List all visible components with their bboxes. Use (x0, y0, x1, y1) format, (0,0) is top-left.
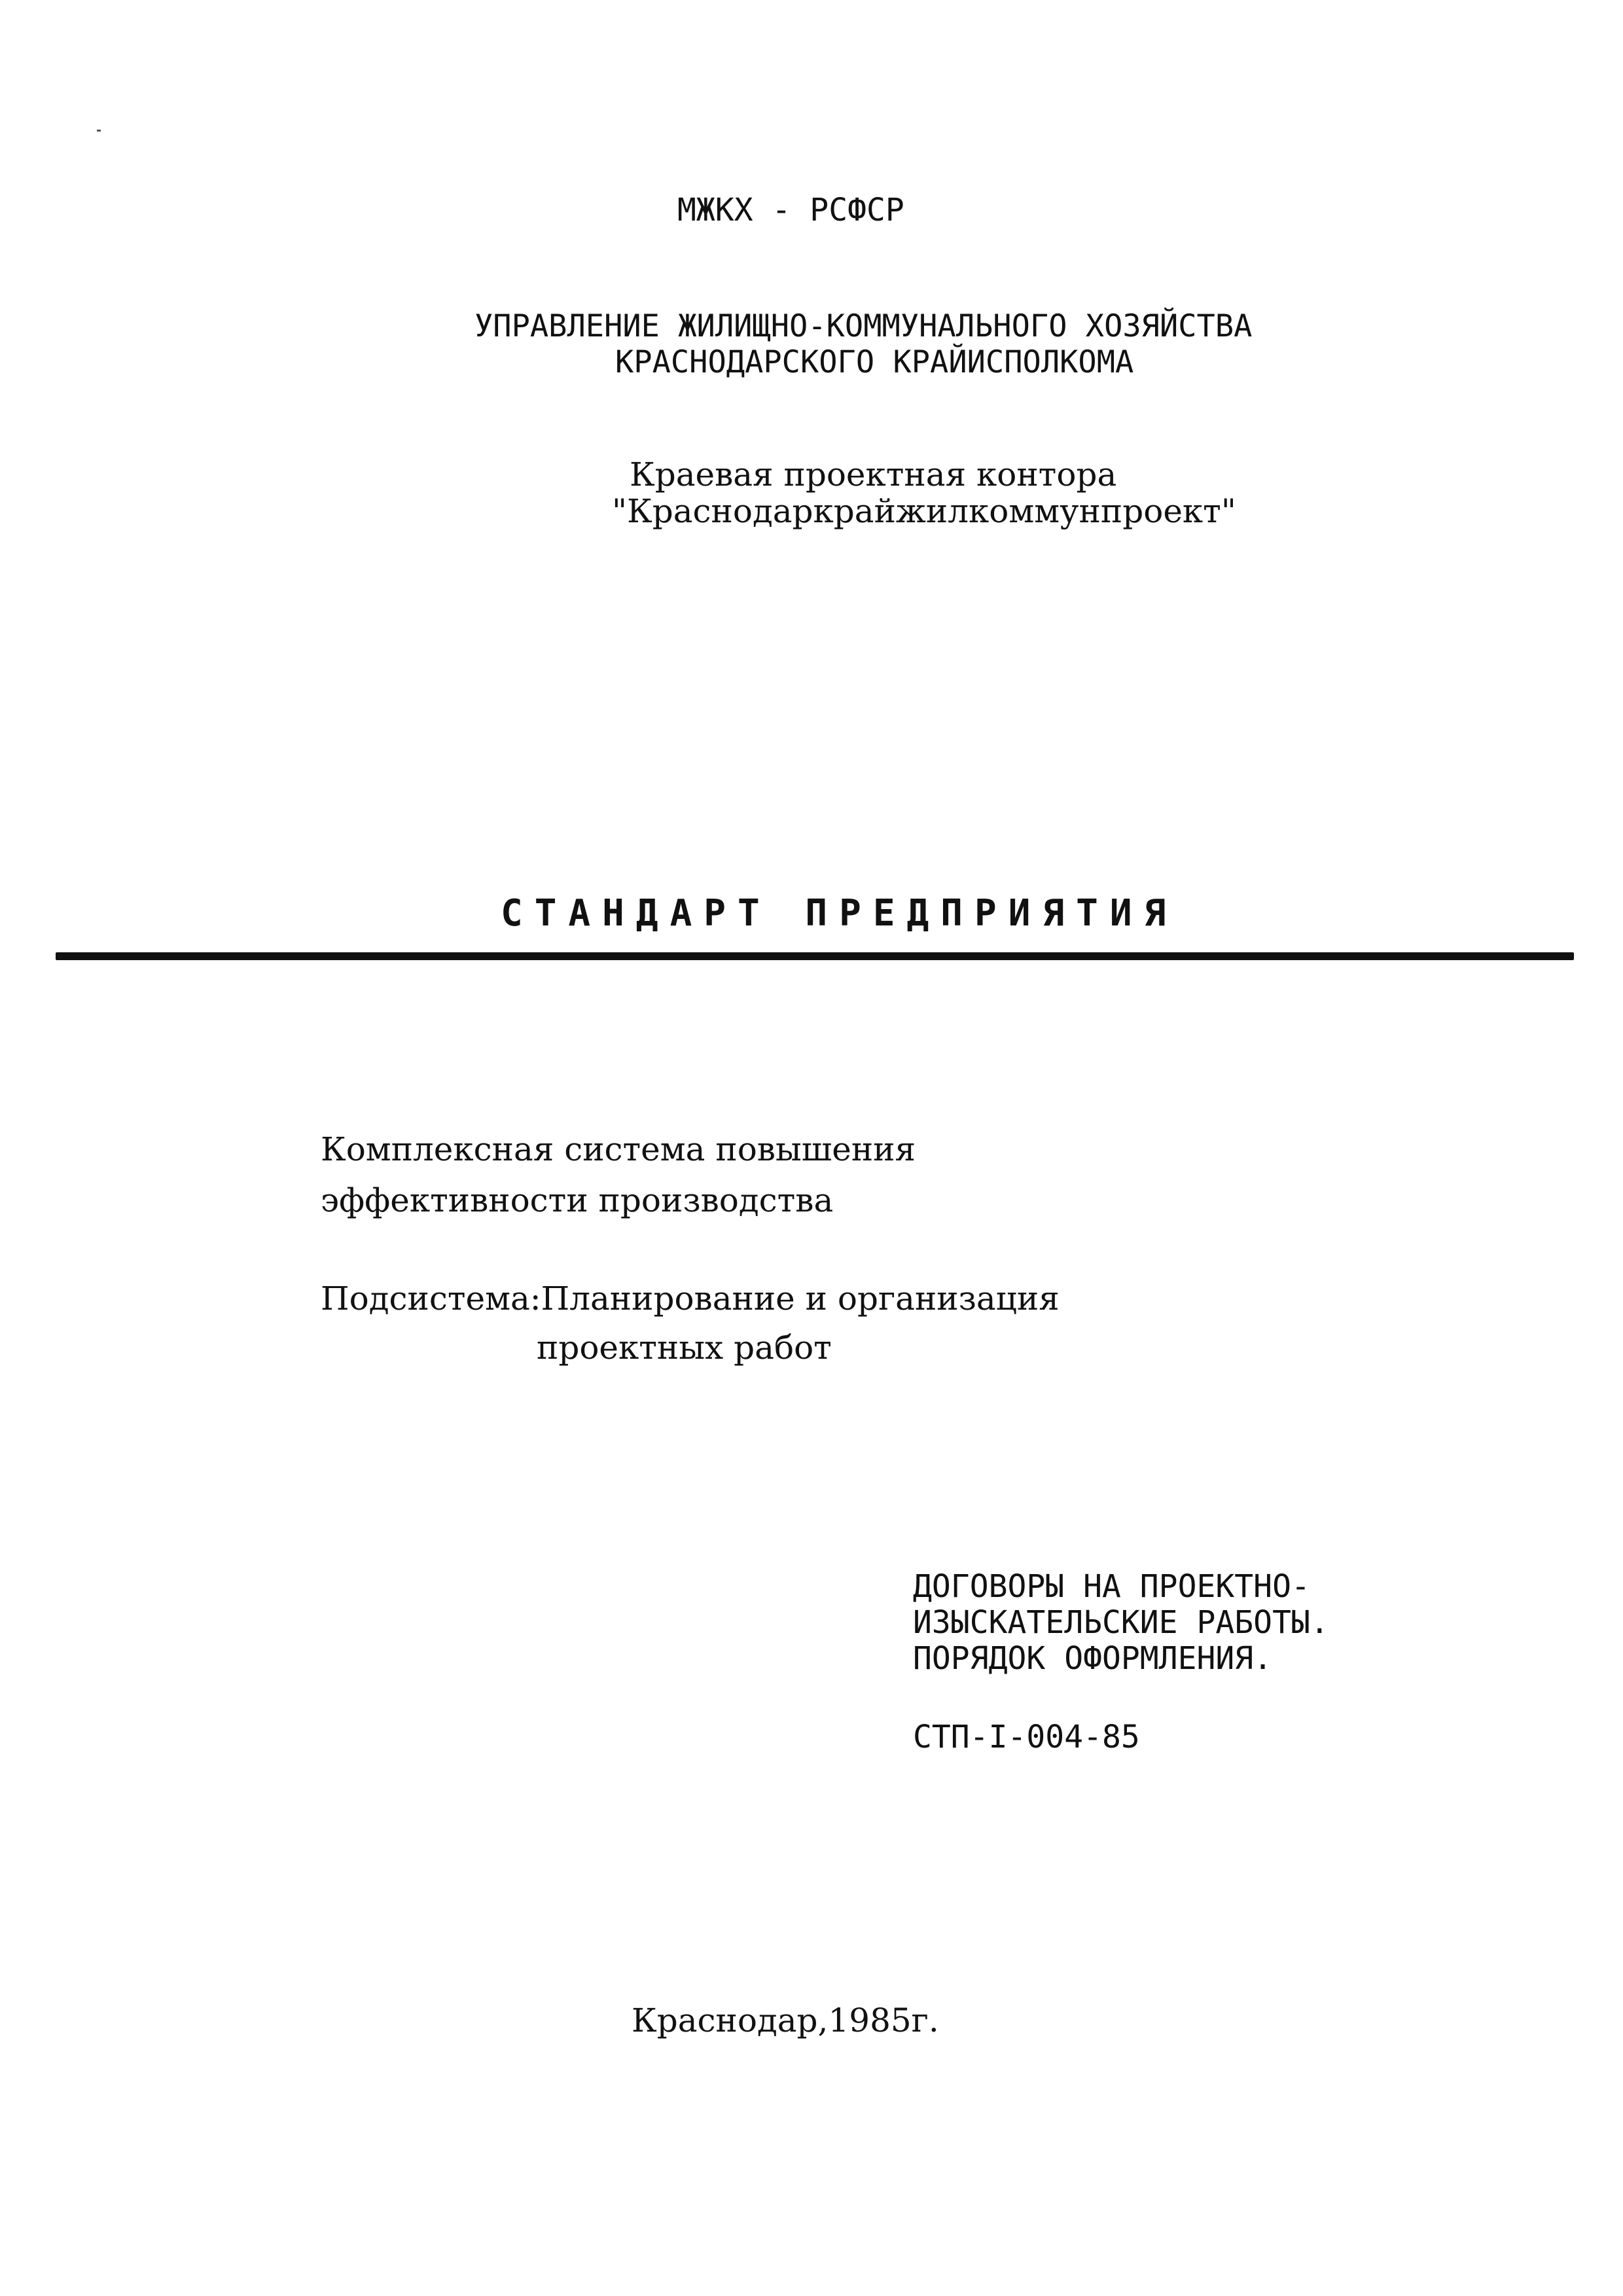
ministry-heading: МЖКХ - РСФСР (677, 192, 904, 228)
document-type-heading: СТАНДАРТ ПРЕДПРИЯТИЯ (501, 892, 1178, 935)
document-code: СТП-I-004-85 (913, 1719, 1140, 1755)
place-and-year: Краснодар,1985г. (632, 2001, 939, 2039)
directorate-line-2: КРАСНОДАРСКОГО КРАЙИСПОЛКОМА (615, 344, 1134, 380)
office-line-1: Краевая проектная контора (630, 456, 1117, 493)
title-line-2: ИЗЫСКАТЕЛЬСКИЕ РАБОТЫ. (913, 1604, 1329, 1641)
office-line-2: "Краснодаркрайжилкоммунпроект" (612, 492, 1236, 530)
title-line-3: ПОРЯДОК ОФОРМЛЕНИЯ. (913, 1640, 1273, 1677)
system-line-2: эффективности производства (321, 1181, 834, 1219)
title-line-1: ДОГОВОРЫ НА ПРОЕКТНО- (913, 1568, 1310, 1605)
horizontal-rule (56, 952, 1574, 960)
system-line-1: Комплексная система повышения (321, 1130, 916, 1168)
subsystem-line-2: проектных работ (537, 1329, 832, 1367)
directorate-line-1: УПРАВЛЕНИЕ ЖИЛИЩНО-КОММУНАЛЬНОГО ХОЗЯЙСТВА (474, 308, 1253, 344)
subsystem-line-1: Подсистема:Планирование и организация (321, 1280, 1060, 1318)
scan-speck (97, 130, 101, 132)
